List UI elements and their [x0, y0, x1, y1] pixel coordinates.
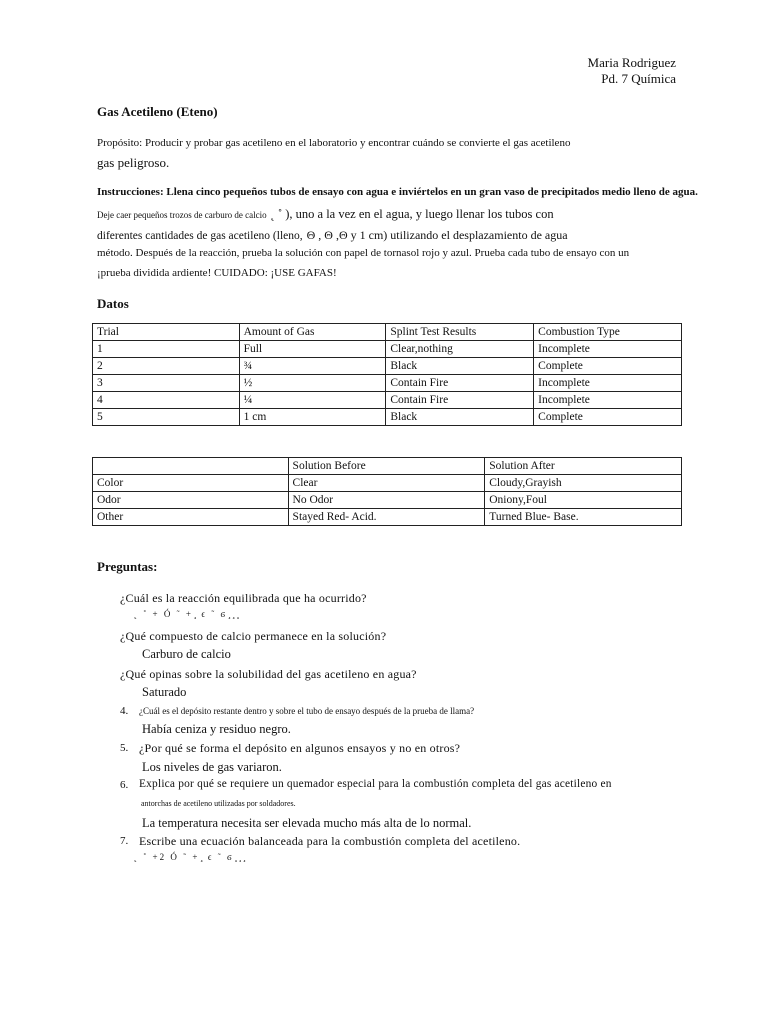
table-cell: Black [386, 409, 534, 426]
document-title: Gas Acetileno (Eteno) [97, 104, 218, 119]
question-4-answer: Había ceniza y residuo negro. [142, 722, 291, 736]
instructions-line-2b: ˛ ˚ ), uno a la vez en el agua, y luego llenar los tubos con [270, 207, 554, 221]
instructions-heading: Instrucciones: Llena cinco pequeños tubos de ensayo con agua e inviértelos en un gran vaso de precipitados medio lleno de agua. [97, 186, 698, 198]
table-cell: Incomplete [534, 341, 682, 358]
table-row [93, 509, 682, 526]
question-4-text: ¿Cuál es el depósito restante dentro y sobre el tubo de ensayo después de la prueba de llama? [139, 706, 475, 716]
questions-section-title: Preguntas: [97, 559, 158, 574]
data-section-title: Datos [97, 296, 129, 311]
table-cell: Odor [93, 492, 289, 509]
table-cell: Stayed Red- Acid. [288, 509, 485, 526]
instructions-line-3 [97, 226, 568, 244]
question-3-text: ¿Qué opinas sobre la solubilidad del gas acetileno en agua? [120, 667, 417, 681]
instructions-line-2 [97, 205, 554, 223]
table-header-cell [93, 458, 289, 475]
instructions-line-4: método. Después de la reacción, prueba la solución con papel de tornasol rojo y azul. Prueba cada tubo de ensayo con un [97, 247, 630, 259]
table-row [93, 475, 682, 492]
table-cell: Incomplete [534, 392, 682, 409]
table-cell: ½ [239, 375, 386, 392]
gas-trials-table [92, 323, 682, 426]
student-header [540, 55, 676, 87]
table-cell: Complete [534, 358, 682, 375]
table-row [93, 409, 682, 426]
table-header-cell: Amount of Gas [239, 324, 386, 341]
table-cell: Black [386, 358, 534, 375]
class-period: Pd. 7 Química [601, 71, 676, 86]
table-row [93, 392, 682, 409]
question-7-text: Escribe una ecuación balanceada para la combustión completa del acetileno. [139, 834, 521, 848]
question-2-text: ¿Qué compuesto de calcio permanece en la solución? [120, 629, 387, 643]
table-cell: ¼ [239, 392, 386, 409]
question-6-answer: La temperatura necesita ser elevada mucho más alta de lo normal. [142, 816, 472, 830]
instructions-line-5: ¡prueba dividida ardiente! CUIDADO: ¡USE GAFAS! [97, 267, 337, 279]
table-header-cell: Splint Test Results [386, 324, 534, 341]
instructions-line-3a: diferentes cantidades de gas acetileno (lleno, [97, 230, 303, 242]
table-cell: No Odor [288, 492, 485, 509]
table-cell: Cloudy,Grayish [485, 475, 682, 492]
question-6-number: 6. [120, 779, 129, 791]
table-cell: Contain Fire [386, 375, 534, 392]
question-7-number: 7. [120, 835, 129, 847]
table-row [93, 492, 682, 509]
student-name: Maria Rodriguez [587, 55, 676, 70]
question-5-answer: Los niveles de gas variaron. [142, 760, 282, 774]
table-header-row [93, 324, 682, 341]
purpose-line-1: Propósito: Producir y probar gas acetileno en el laboratorio y encontrar cuándo se convierte el gas acetileno [97, 137, 571, 149]
question-7-answer: ˛ ˚ +2 Ó ˜ + ̧ ϵ ˜ ϭ ̧ ̧ ̧ [134, 852, 247, 862]
table-cell: 4 [93, 392, 240, 409]
table-cell: Clear [288, 475, 485, 492]
instructions-line-2a: Deje caer pequeños trozos de carburo de calcio [97, 210, 267, 220]
table-cell: ¾ [239, 358, 386, 375]
table-cell: Contain Fire [386, 392, 534, 409]
question-2-answer: Carburo de calcio [142, 647, 231, 661]
table-cell: 1 [93, 341, 240, 358]
table-cell: Complete [534, 409, 682, 426]
table-cell: 2 [93, 358, 240, 375]
table-header-cell: Solution Before [288, 458, 485, 475]
question-1-answer: ˛ ˚ + Ó ˜ + ̧ ϵ ˜ ϭ ̧ ̧ ̧ [134, 609, 240, 619]
table-row [93, 358, 682, 375]
question-6-text: Explica por qué se requiere un quemador especial para la combustión completa del gas acetileno en [139, 778, 612, 790]
table-header-cell: Trial [93, 324, 240, 341]
question-3-answer: Saturado [142, 685, 187, 699]
solution-table [92, 457, 682, 526]
table-header-cell: Solution After [485, 458, 682, 475]
question-5-text: ¿Por qué se forma el depósito en algunos ensayos y no en otros? [139, 741, 461, 755]
question-4-number: 4. [120, 705, 129, 717]
table-cell: Full [239, 341, 386, 358]
table-row [93, 375, 682, 392]
question-6-text-continued: antorchas de acetileno utilizadas por soldadores. [141, 799, 296, 808]
table-cell: Oniony,Foul [485, 492, 682, 509]
table-cell: 3 [93, 375, 240, 392]
table-cell: 5 [93, 409, 240, 426]
table-header-row [93, 458, 682, 475]
table-cell: Incomplete [534, 375, 682, 392]
table-header-cell: Combustion Type [534, 324, 682, 341]
table-cell: Other [93, 509, 289, 526]
table-row [93, 341, 682, 358]
instructions-line-3b: Θ , Θ ,Θ y 1 cm) utilizando el desplazamiento de agua [306, 228, 568, 242]
question-5-number: 5. [120, 742, 129, 754]
question-1-text: ¿Cuál es la reacción equilibrada que ha ocurrido? [120, 591, 367, 605]
purpose-line-2: gas peligroso. [97, 155, 170, 170]
table-cell: Clear,nothing [386, 341, 534, 358]
table-cell: Turned Blue- Base. [485, 509, 682, 526]
table-cell: Color [93, 475, 289, 492]
table-cell: 1 cm [239, 409, 386, 426]
